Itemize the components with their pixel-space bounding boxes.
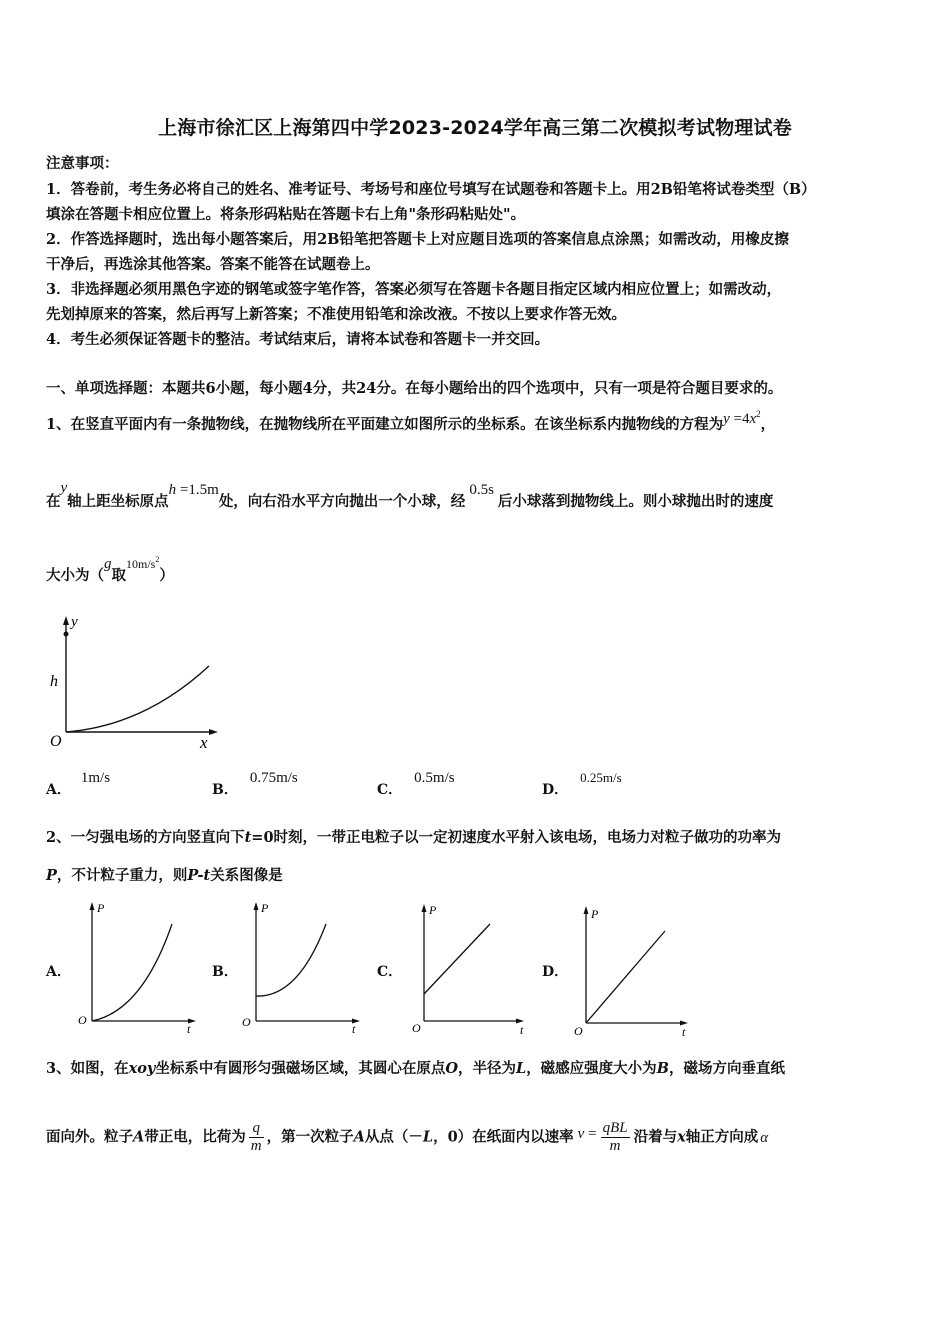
q2-b-p-arrow xyxy=(254,902,259,910)
q2-option-c-letter[interactable]: C． xyxy=(377,964,403,980)
q2-d-t-label: t xyxy=(682,1025,686,1038)
q2-c-line xyxy=(424,924,490,994)
q2-text-1a: 2、一匀强电场的方向竖直向下 xyxy=(46,829,245,846)
q1-option-d[interactable] xyxy=(542,770,622,799)
q3-x-var: x xyxy=(677,1128,686,1146)
q3-text-1b: 坐标系中有圆形匀强磁场区域，其圆心在原点 xyxy=(155,1060,446,1077)
q3-text-1d: ，磁感应强度大小为 xyxy=(526,1060,657,1077)
q3-text-1e: ，磁场方向垂直纸 xyxy=(668,1060,785,1077)
q1-g-val: 10m/s xyxy=(126,557,156,571)
q2-a-t-label: t xyxy=(187,1022,191,1034)
q2-a-o-label: O xyxy=(78,1013,87,1027)
q2-d-o-label: O xyxy=(574,1024,583,1038)
notice-item-1-line-2: 填涂在答题卡相应位置上。将条形码粘贴在答题卡右上角"条形码粘贴处"。 xyxy=(46,206,526,223)
q3-v-var: v xyxy=(577,1125,585,1142)
q3-o-var: O xyxy=(445,1060,458,1077)
q2-option-d-graph[interactable] xyxy=(570,898,698,1038)
q1-var-y: y xyxy=(60,480,68,496)
q1-text-3c: ） xyxy=(159,567,174,584)
q3-frac-m2: m xyxy=(609,1138,621,1154)
q1-line-3 xyxy=(46,555,174,585)
notice-item-1-line-1: 1．答卷前，考生务必将自己的姓名、准考证号、考场号和座位号填写在试题卷和答题卡上。用2B铅笔将试卷类型（B） xyxy=(46,181,816,198)
q3-line-1 xyxy=(46,1057,785,1078)
q3-a-var: A xyxy=(133,1128,145,1146)
q2-a-p-label: P xyxy=(97,901,105,915)
q2-option-b-graph[interactable] xyxy=(238,896,366,1034)
q3-text-2a: 面向外。粒子 xyxy=(46,1128,133,1146)
notice-item-4: 4．考生必须保证答题卡的整洁。考试结束后，请将本试卷和答题卡一并交回。 xyxy=(46,331,550,348)
q1-graph-y-label: y xyxy=(71,614,78,630)
q2-d-p-label: P xyxy=(591,907,599,921)
q1-option-c-letter: C． xyxy=(377,782,403,798)
q1-comma: ， xyxy=(760,416,776,433)
q1-graph-h-label: h xyxy=(50,673,58,690)
q1-t-val: 0.5s xyxy=(469,482,494,498)
q2-option-a-graph[interactable] xyxy=(72,896,200,1034)
q3-xoy: xoy xyxy=(128,1060,156,1077)
q2-b-o-label: O xyxy=(242,1015,251,1029)
q1-h-val: =1.5m xyxy=(176,482,219,498)
q1-eq-x: x xyxy=(749,411,757,427)
q1-graph-origin-label: O xyxy=(50,733,62,750)
q3-l-var: L xyxy=(515,1060,527,1077)
q2-c-t-label: t xyxy=(520,1023,524,1036)
q2-text-2b: 关系图像是 xyxy=(210,867,283,884)
q2-d-line xyxy=(586,931,665,1023)
q1-option-c[interactable] xyxy=(377,770,455,799)
q1-throw-point xyxy=(64,632,69,637)
q1-parabola-curve xyxy=(66,666,209,732)
q1-text-1: 1、在竖直平面内有一条抛物线，在抛物线所在平面建立如图所示的坐标系。在该坐标系内抛物线的方程为 xyxy=(46,416,724,433)
section-1-header: 一、单项选择题：本题共6小题，每小题4分，共24分。在每小题给出的四个选项中，只有一项是符合题目要求的。 xyxy=(46,380,783,397)
q1-option-a-value: 1m/s xyxy=(80,770,111,786)
q2-option-c-graph[interactable] xyxy=(406,896,534,1036)
q2-b-p-label: P xyxy=(261,901,269,915)
q1-h-var: h xyxy=(168,482,177,498)
q2-t-eq: =0 xyxy=(251,829,274,846)
notice-item-3-line-2: 先划掉原来的答案，然后再写上新答案；不准使用铅笔和涂改液。不按以上要求作答无效。 xyxy=(46,306,626,323)
q3-text-2g: 轴正方向成 xyxy=(685,1128,759,1146)
q2-text-1b: 时刻，一带正电粒子以一定初速度水平射入该电场，电场力对粒子做功的功率为 xyxy=(273,829,782,846)
q2-b-t-label: t xyxy=(352,1022,356,1034)
q1-option-b[interactable] xyxy=(212,770,298,799)
q1-option-b-value: 0.75m/s xyxy=(249,770,298,786)
q2-option-d-letter[interactable]: D． xyxy=(542,964,569,980)
q3-text-2f: 沿着与 xyxy=(633,1128,678,1146)
notice-item-2-line-2: 干净后，再选涂其他答案。答案不能答在试题卷上。 xyxy=(46,256,380,273)
notice-heading: 注意事项： xyxy=(46,155,119,172)
q2-pt-var: P-t xyxy=(187,867,211,884)
q3-text-2e: ，0）在纸面内以速率 xyxy=(433,1128,574,1146)
q1-option-a-letter: A． xyxy=(46,782,71,798)
q1-g-exp: 2 xyxy=(155,555,160,565)
q3-a2-var: A xyxy=(353,1128,365,1146)
page-title: 上海市徐汇区上海第四中学2023-2024学年高三第二次模拟考试物理试卷 xyxy=(158,117,792,139)
q1-eq-exp: 2 xyxy=(756,409,761,420)
q3-alpha: α xyxy=(760,1129,769,1146)
q3-text-2b: 带正电，比荷为 xyxy=(144,1128,246,1146)
q3-text-1c: ，半径为 xyxy=(457,1060,516,1077)
q3-l2-var: L xyxy=(422,1128,434,1146)
q1-eq-mid: =4 xyxy=(729,411,750,427)
q1-y-arrow xyxy=(63,616,69,625)
q2-option-a-letter[interactable]: A． xyxy=(46,964,71,980)
q1-option-d-letter: D． xyxy=(542,782,569,798)
q1-option-b-letter: B． xyxy=(212,782,238,798)
q3-text-1a: 3、如图，在 xyxy=(46,1060,129,1077)
q2-a-p-arrow xyxy=(90,902,95,910)
q2-b-curve xyxy=(256,924,326,996)
q1-text-3b: 取 xyxy=(111,567,126,584)
q1-text-2d: 后小球落到抛物线上。则小球抛出时的速度 xyxy=(497,493,774,510)
q2-text-2a: ，不计粒子重力，则 xyxy=(56,867,188,884)
q3-frac-q: q xyxy=(249,1120,264,1138)
q1-text-2c: 处，向右沿水平方向抛出一个小球，经 xyxy=(218,493,466,510)
q3-speed-fraction xyxy=(601,1120,630,1155)
q1-text-2a: 在 xyxy=(46,493,61,510)
q2-line-1 xyxy=(46,826,781,847)
q2-t-var: t xyxy=(244,829,252,846)
q3-frac-m: m xyxy=(250,1138,262,1154)
q2-c-p-label: P xyxy=(429,903,437,917)
q2-d-p-arrow xyxy=(584,906,589,914)
q3-text-2d: 从点（－ xyxy=(364,1128,423,1146)
q3-text-2c: ，第一次粒子 xyxy=(266,1128,354,1146)
q1-option-a[interactable] xyxy=(46,770,111,799)
q1-eq-y: y xyxy=(723,411,730,427)
q1-parabola-graph xyxy=(44,608,224,753)
q1-x-arrow xyxy=(209,729,218,735)
q3-frac-qbl: qBL xyxy=(602,1120,628,1136)
q1-option-c-value: 0.5m/s xyxy=(414,770,455,786)
q1-g-var: g xyxy=(104,556,112,572)
q2-p-var: P xyxy=(46,867,57,884)
q1-graph-x-label: x xyxy=(200,733,208,752)
q3-v-eq: = xyxy=(584,1125,597,1142)
notice-item-2-line-1: 2．作答选择题时，选出每小题答案后，用2B铅笔把答题卡上对应题目选项的答案信息点涂黑；如需改动，用橡皮擦 xyxy=(46,231,789,248)
q2-line-2 xyxy=(46,864,283,885)
q2-option-b-letter[interactable]: B． xyxy=(212,964,238,980)
q3-b-var: B xyxy=(656,1060,669,1077)
q3-line-2 xyxy=(46,1120,768,1155)
q1-line-2 xyxy=(46,480,774,511)
q2-c-o-label: O xyxy=(412,1021,421,1035)
q1-text-2b: 轴上距坐标原点 xyxy=(67,493,169,510)
q3-charge-mass-fraction xyxy=(249,1120,264,1155)
q2-c-p-arrow xyxy=(422,904,427,912)
notice-item-3-line-1: 3．非选择题必须用黑色字迹的钢笔或签字笔作答，答案必须写在答题卡各题目指定区域内相应位置上；如需改动， xyxy=(46,281,782,298)
q1-option-d-value: 0.25m/s xyxy=(580,770,622,785)
q2-a-curve xyxy=(92,924,172,1021)
q1-line-1 xyxy=(46,409,776,434)
q1-text-3a: 大小为（ xyxy=(46,567,104,584)
